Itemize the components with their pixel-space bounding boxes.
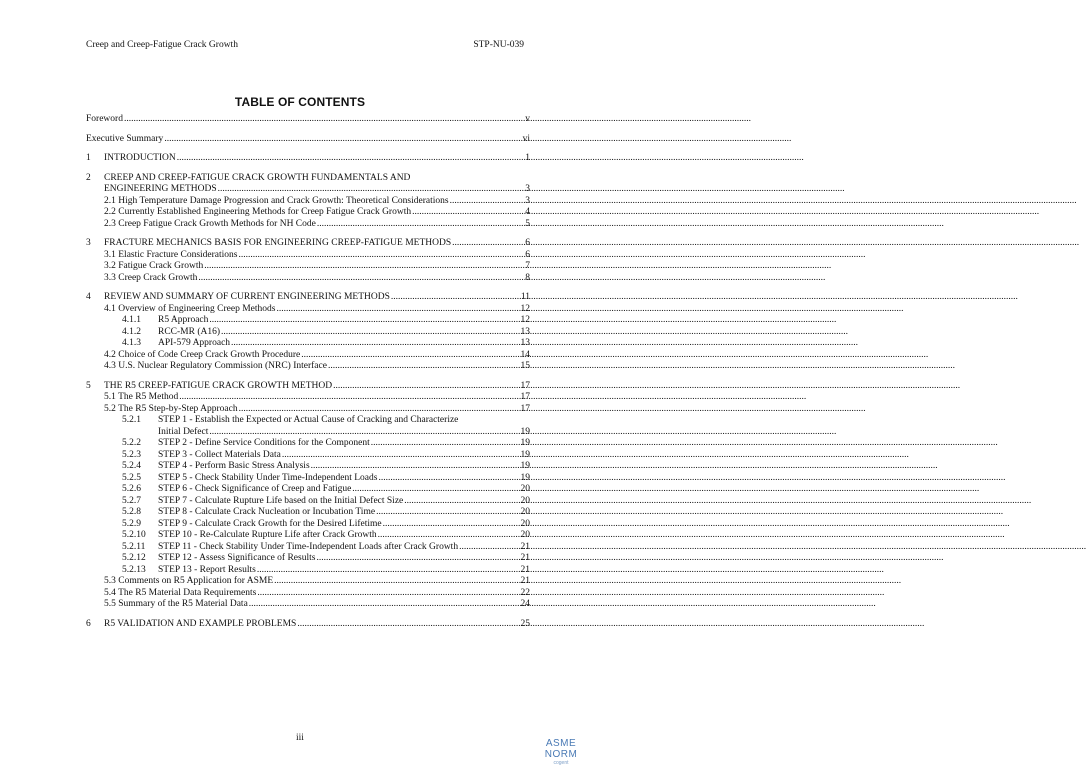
toc-entry-number: 5.2.10: [122, 530, 146, 540]
toc-entry-title: 5.2 The R5 Step-by-Step Approach: [104, 403, 238, 414]
toc-entry[interactable]: [86, 361, 530, 373]
dot-leader: [391, 292, 520, 304]
dot-leader: [383, 519, 520, 531]
toc-page-number: 25: [520, 618, 530, 629]
toc-entry[interactable]: [86, 134, 530, 146]
dot-leader: [257, 565, 520, 577]
toc-entry[interactable]: [86, 338, 530, 350]
dot-leader: [239, 404, 520, 416]
toc-entry-title: 2.3 Creep Fatigue Crack Growth Methods for NH Code: [104, 218, 316, 229]
toc-entry-title: STEP 3 - Collect Materials Data: [158, 449, 281, 460]
dot-leader: [301, 350, 519, 362]
toc-entry[interactable]: [86, 250, 530, 262]
toc-entry[interactable]: [86, 542, 530, 554]
toc-entry[interactable]: [86, 261, 530, 273]
toc-entry-title: API-579 Approach: [158, 338, 231, 348]
toc-entry-number: 4.1.3: [122, 338, 141, 348]
running-header-docnum: STP-NU-039: [473, 40, 524, 50]
toc-entry-title: 3.1 Elastic Fracture Considerations: [104, 249, 238, 260]
toc-page-number: 3: [525, 195, 530, 206]
toc-entry-title: 5.5 Summary of the R5 Material Data: [104, 599, 248, 609]
toc-entry[interactable]: [86, 530, 530, 542]
toc-entry-title: CREEP AND CREEP-FATIGUE CRACK GROWTH FUNDAMENTALS AND: [104, 172, 411, 183]
toc-entry-number: 6: [86, 618, 91, 629]
toc-page-number: 19: [520, 472, 530, 483]
running-header-title: Creep and Creep-Fatigue Crack Growth: [86, 40, 238, 50]
watermark-logo: [532, 738, 590, 766]
toc-entry-number: 5.2.11: [122, 541, 146, 552]
dot-leader: [412, 207, 524, 219]
dot-leader: [297, 619, 519, 631]
toc-entry[interactable]: [86, 238, 530, 250]
dot-leader: [378, 530, 520, 542]
toc-page-number: 20: [520, 495, 530, 506]
toc-page-number: 20: [520, 518, 530, 529]
toc-entry[interactable]: [86, 438, 530, 450]
dot-leader: [371, 438, 520, 450]
toc-entry[interactable]: [86, 304, 530, 316]
page-title: TABLE OF CONTENTS: [234, 95, 366, 109]
toc-entry-number: 5: [86, 380, 91, 391]
toc-entry-title: 5.4 The R5 Material Data Requirements: [104, 587, 257, 598]
toc-entry-number: 5.2.4: [122, 461, 141, 471]
toc-page-number: vi: [522, 133, 530, 144]
dot-leader: [218, 184, 525, 196]
toc-page-number: 11: [520, 292, 530, 302]
toc-page-number: 17: [520, 380, 530, 391]
toc-page-number: 19: [520, 426, 530, 437]
toc-entry-title-continued: ENGINEERING METHODS: [104, 184, 217, 194]
toc-page-number: 6: [525, 249, 530, 260]
toc-entry[interactable]: [86, 219, 530, 231]
dot-leader: [177, 153, 524, 165]
toc-entry-title: STEP 1 - Establish the Expected or Actual Cause of Cracking and Characterize: [158, 415, 459, 425]
dot-leader: [311, 461, 520, 473]
toc-entry[interactable]: [86, 484, 530, 496]
toc-entry-number: 5.2.1: [122, 415, 141, 425]
toc-page-number: 20: [520, 484, 530, 494]
toc-page-number: 8: [525, 272, 530, 283]
toc-entry[interactable]: [86, 619, 530, 631]
toc-entry-number: 1: [86, 153, 91, 163]
toc-page-number: 19: [520, 449, 530, 460]
dot-leader: [452, 238, 524, 250]
toc-entry-title: STEP 11 - Check Stability Under Time-Independent Loads after Crack Growth: [158, 541, 459, 552]
dot-leader: [276, 304, 519, 316]
toc-page-number: v: [525, 114, 530, 124]
toc-entry[interactable]: [86, 292, 530, 304]
toc-entry[interactable]: [86, 461, 530, 473]
toc-page-number: 5: [525, 218, 530, 229]
logo-subtext: cogent: [553, 760, 569, 766]
dot-leader: [209, 427, 519, 439]
toc-entry[interactable]: [86, 553, 530, 565]
toc-page-number: 17: [520, 392, 530, 402]
toc-entry[interactable]: [86, 392, 530, 404]
toc-entry-title: STEP 6 - Check Significance of Creep and Fatigue: [158, 484, 352, 494]
dot-leader: [378, 473, 519, 485]
toc-page-number: 13: [520, 338, 530, 348]
toc-page-number: 17: [520, 403, 530, 414]
toc-entry[interactable]: [86, 496, 530, 508]
dot-leader: [231, 338, 519, 350]
toc-entry-number: 4.1.1: [122, 315, 141, 325]
toc-entry-title: 4.3 U.S. Nuclear Regulatory Commission (NRC) Interface: [104, 361, 327, 371]
dot-leader: [239, 250, 525, 262]
toc-entry[interactable]: [86, 565, 530, 577]
table-of-contents: [86, 114, 530, 630]
dot-leader: [204, 261, 524, 273]
toc-page-number: 1: [525, 153, 530, 163]
dot-leader: [274, 576, 519, 588]
toc-page-number: 13: [520, 326, 530, 337]
dot-leader: [317, 219, 524, 231]
toc-entry-title: STEP 10 - Re-Calculate Rupture Life after Crack Growth: [158, 530, 377, 540]
toc-entry-title: 4.1 Overview of Engineering Creep Methods: [104, 303, 276, 314]
toc-entry-number: 3: [86, 238, 91, 248]
toc-entry[interactable]: [86, 153, 530, 165]
dot-leader: [124, 114, 524, 126]
toc-entry[interactable]: [86, 381, 530, 393]
toc-entry-title: FRACTURE MECHANICS BASIS FOR ENGINEERING CREEP-FATIGUE METHODS: [104, 238, 452, 248]
toc-entry[interactable]: [86, 114, 530, 126]
dot-leader: [316, 553, 519, 565]
dot-leader: [257, 588, 519, 600]
toc-entry[interactable]: [86, 473, 530, 485]
toc-entry-number: 5.2.12: [122, 553, 146, 563]
toc-entry-title: STEP 2 - Define Service Conditions for the Component: [158, 438, 370, 448]
page-number: iii: [296, 733, 304, 743]
toc-entry-title: STEP 5 - Check Stability Under Time-Independent Loads: [158, 472, 378, 483]
toc-entry[interactable]: [86, 450, 530, 462]
toc-entry-title-continued: Initial Defect: [158, 426, 209, 437]
toc-entry-title: REVIEW AND SUMMARY OF CURRENT ENGINEERING METHODS: [104, 292, 390, 302]
toc-page-number: 20: [520, 507, 530, 517]
toc-entry-title: STEP 9 - Calculate Crack Growth for the Desired Lifetime: [158, 518, 382, 529]
dot-leader: [404, 496, 519, 508]
toc-page-number: 15: [520, 361, 530, 371]
toc-entry[interactable]: [86, 173, 530, 196]
toc-page-number: 21: [520, 553, 530, 563]
toc-entry-number: 2: [86, 172, 91, 183]
toc-entry[interactable]: [86, 576, 530, 588]
toc-entry-title: 5.3 Comments on R5 Application for ASME: [104, 576, 274, 586]
dot-leader: [221, 327, 519, 339]
toc-entry-number: 5.2.6: [122, 484, 141, 494]
toc-entry[interactable]: [86, 519, 530, 531]
toc-entry-title: RCC-MR (A16): [158, 326, 221, 337]
toc-entry-title: Executive Summary: [86, 133, 164, 144]
toc-entry-number: 5.2.5: [122, 472, 141, 483]
toc-entry[interactable]: [86, 507, 530, 519]
toc-entry-title: THE R5 CREEP-FATIGUE CRACK GROWTH METHOD: [104, 380, 333, 391]
toc-entry-title: 3.2 Fatigue Crack Growth: [104, 261, 204, 271]
toc-entry-title: STEP 7 - Calculate Rupture Life based on the Initial Defect Size: [158, 495, 404, 506]
toc-entry-title: 3.3 Creep Crack Growth: [104, 272, 198, 283]
toc-entry-title: Foreword: [86, 114, 123, 124]
dot-leader: [333, 381, 519, 393]
dot-leader: [249, 599, 520, 611]
toc-entry-number: 5.2.3: [122, 449, 141, 460]
toc-page-number: 22: [520, 587, 530, 598]
toc-entry[interactable]: [86, 588, 530, 600]
toc-page-number: 19: [520, 438, 530, 448]
toc-entry-title: R5 VALIDATION AND EXAMPLE PROBLEMS: [104, 618, 297, 629]
toc-entry-number: 5.2.2: [122, 438, 141, 448]
toc-entry-title: STEP 4 - Perform Basic Stress Analysis: [158, 461, 310, 471]
dot-leader: [459, 542, 519, 554]
toc-entry-number: 5.2.8: [122, 507, 141, 517]
toc-entry[interactable]: [86, 196, 530, 208]
toc-page-number: 21: [520, 564, 530, 575]
toc-page-number: 6: [525, 238, 530, 248]
logo-text: ASME NORM: [544, 738, 578, 760]
toc-entry-number: 5.2.9: [122, 518, 141, 529]
dot-leader: [209, 315, 519, 327]
dot-leader: [352, 484, 519, 496]
toc-page-number: 12: [520, 315, 530, 325]
toc-page-number: 4: [525, 207, 530, 217]
toc-entry-number: 5.2.7: [122, 495, 141, 506]
toc-entry-number: 4: [86, 292, 91, 302]
toc-page-number: 20: [520, 530, 530, 540]
toc-page-number: 3: [525, 184, 530, 194]
toc-entry[interactable]: [86, 599, 530, 611]
toc-entry-title: STEP 12 - Assess Significance of Results: [158, 553, 316, 563]
toc-page-number: 7: [525, 261, 530, 271]
toc-page-number: 21: [520, 576, 530, 586]
toc-entry[interactable]: [86, 207, 530, 219]
dot-leader: [179, 392, 519, 404]
toc-page-number: 24: [520, 599, 530, 609]
toc-entry-title: 2.2 Currently Established Engineering Methods for Creep Fatigue Crack Growth: [104, 207, 412, 217]
toc-entry[interactable]: [86, 415, 530, 438]
dot-leader: [328, 361, 520, 373]
toc-entry[interactable]: [86, 404, 530, 416]
toc-page-number: 14: [520, 349, 530, 360]
toc-entry-title: STEP 13 - Report Results: [158, 564, 256, 575]
toc-page-number: 21: [520, 541, 530, 552]
dot-leader: [450, 196, 525, 208]
toc-entry-title: STEP 8 - Calculate Crack Nucleation or Incubation Time: [158, 507, 376, 517]
toc-entry-number: 5.2.13: [122, 564, 146, 575]
toc-entry[interactable]: [86, 315, 530, 327]
toc-entry-title: R5 Approach: [158, 315, 209, 325]
toc-entry-title: 5.1 The R5 Method: [104, 392, 179, 402]
toc-entry-title: 2.1 High Temperature Damage Progression and Crack Growth: Theoretical Considerations: [104, 195, 449, 206]
dot-leader: [164, 134, 521, 146]
dot-leader: [198, 273, 524, 285]
toc-entry[interactable]: [86, 327, 530, 339]
toc-entry[interactable]: [86, 350, 530, 362]
toc-page-number: 12: [520, 303, 530, 314]
toc-entry[interactable]: [86, 273, 530, 285]
toc-entry-title: INTRODUCTION: [104, 153, 176, 163]
toc-entry-title: 4.2 Choice of Code Creep Crack Growth Procedure: [104, 349, 301, 360]
dot-leader: [282, 450, 520, 462]
dot-leader: [376, 507, 519, 519]
toc-page-number: 19: [520, 461, 530, 471]
toc-entry-number: 4.1.2: [122, 326, 141, 337]
